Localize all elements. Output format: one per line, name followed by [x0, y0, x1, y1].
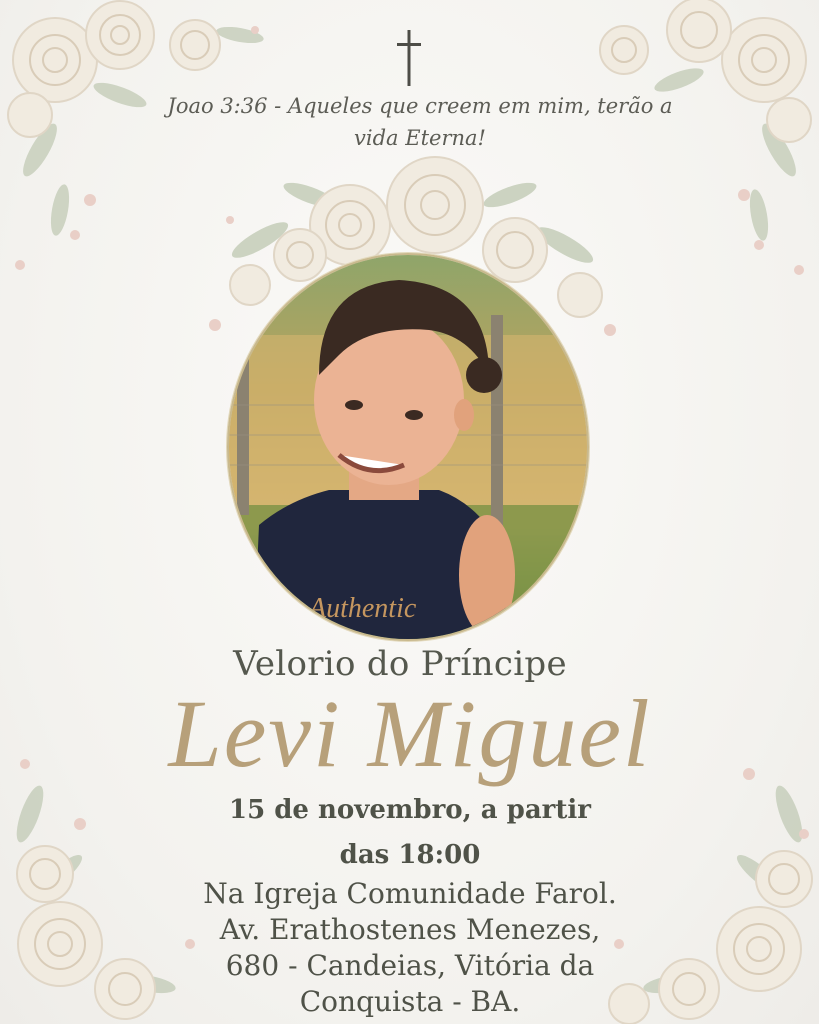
address-line: Conquista - BA.: [299, 985, 521, 1018]
event-date-line-2: das 18:00: [339, 840, 481, 870]
honoree-name: Levi Miguel: [168, 680, 652, 787]
verse-line-2: vida Eterna!: [354, 126, 486, 150]
event-address: [130, 876, 690, 1020]
address-line: Na Igreja Comunidade Farol.: [203, 877, 617, 910]
address-line: 680 - Candeias, Vitória da: [225, 949, 595, 982]
event-date-line-1: 15 de novembro, a partir: [229, 795, 591, 825]
verse-line-1: Joao 3:36 - Aqueles que creem em mim, terão a: [167, 94, 673, 118]
address-line: Av. Erathostenes Menezes,: [219, 913, 601, 946]
portrait-photo: [227, 253, 589, 641]
shirt-print-text: Authentic: [309, 593, 417, 624]
bible-verse: [120, 90, 720, 154]
event-subtitle: Velorio do Príncipe: [233, 644, 567, 684]
cross-icon: [395, 30, 423, 86]
